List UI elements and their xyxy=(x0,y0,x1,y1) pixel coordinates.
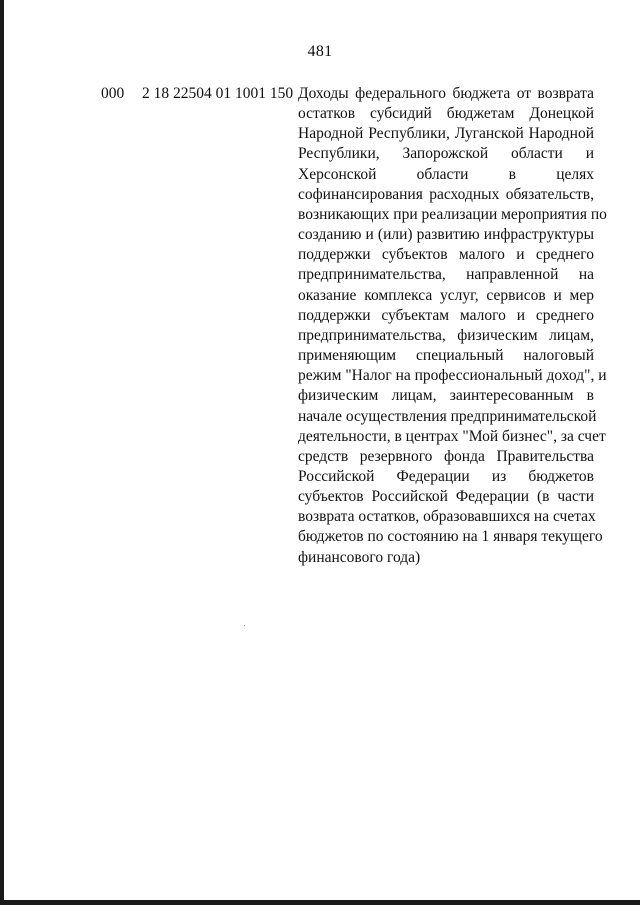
scan-bottom-edge xyxy=(0,900,640,905)
income-description xyxy=(298,84,607,568)
description-line: физическим лицам, заинтересованным в xyxy=(298,387,594,405)
description-line: Российской Федерации из бюджетов xyxy=(298,467,594,485)
description-line: возникающих при реализации мероприятия по xyxy=(298,205,607,223)
description-line: предпринимательства, физическим лицам, xyxy=(298,326,594,344)
description-line: средств резервного фонда Правительства xyxy=(298,447,594,465)
description-line: предпринимательства, направленной на xyxy=(298,266,594,284)
scan-speck xyxy=(244,625,245,626)
description-line: деятельности, в центрах "Мой бизнес", за счет xyxy=(298,427,606,445)
description-line: возврата остатков, образовавшихся на счетах xyxy=(298,508,596,526)
description-line: финансового года) xyxy=(298,548,421,566)
budget-code-row xyxy=(0,84,640,584)
description-line: Херсонской области в целях xyxy=(298,165,594,183)
description-line: софинансирования расходных обязательств, xyxy=(298,185,594,203)
page-number: 481 xyxy=(307,43,333,60)
description-line: бюджетов по состоянию на 1 января текущего xyxy=(298,528,603,546)
description-line: поддержки субъектам малого и среднего xyxy=(298,306,594,324)
description-line: оказание комплекса услуг, сервисов и мер xyxy=(298,286,594,304)
description-line: применяющим специальный налоговый xyxy=(298,347,594,365)
administrator-code: 000 xyxy=(101,85,125,102)
description-line: субъектов Российской Федерации (в части xyxy=(298,488,594,506)
description-line: режим "Налог на профессиональный доход", и xyxy=(298,367,607,385)
description-line: поддержки субъектов малого и среднего xyxy=(298,246,594,264)
description-line: Народной Республики, Луганской Народной xyxy=(298,125,594,143)
description-line: Республики, Запорожской области и xyxy=(298,145,594,163)
description-line: начале осуществления предпринимательской xyxy=(298,407,597,425)
description-line: созданию и (или) развитию инфраструктуры xyxy=(298,226,594,244)
description-line: Доходы федерального бюджета от возврата xyxy=(298,85,594,102)
budget-classification-code: 2 18 22504 01 1001 150 xyxy=(142,85,294,102)
description-line: остатков субсидий бюджетам Донецкой xyxy=(298,105,594,123)
